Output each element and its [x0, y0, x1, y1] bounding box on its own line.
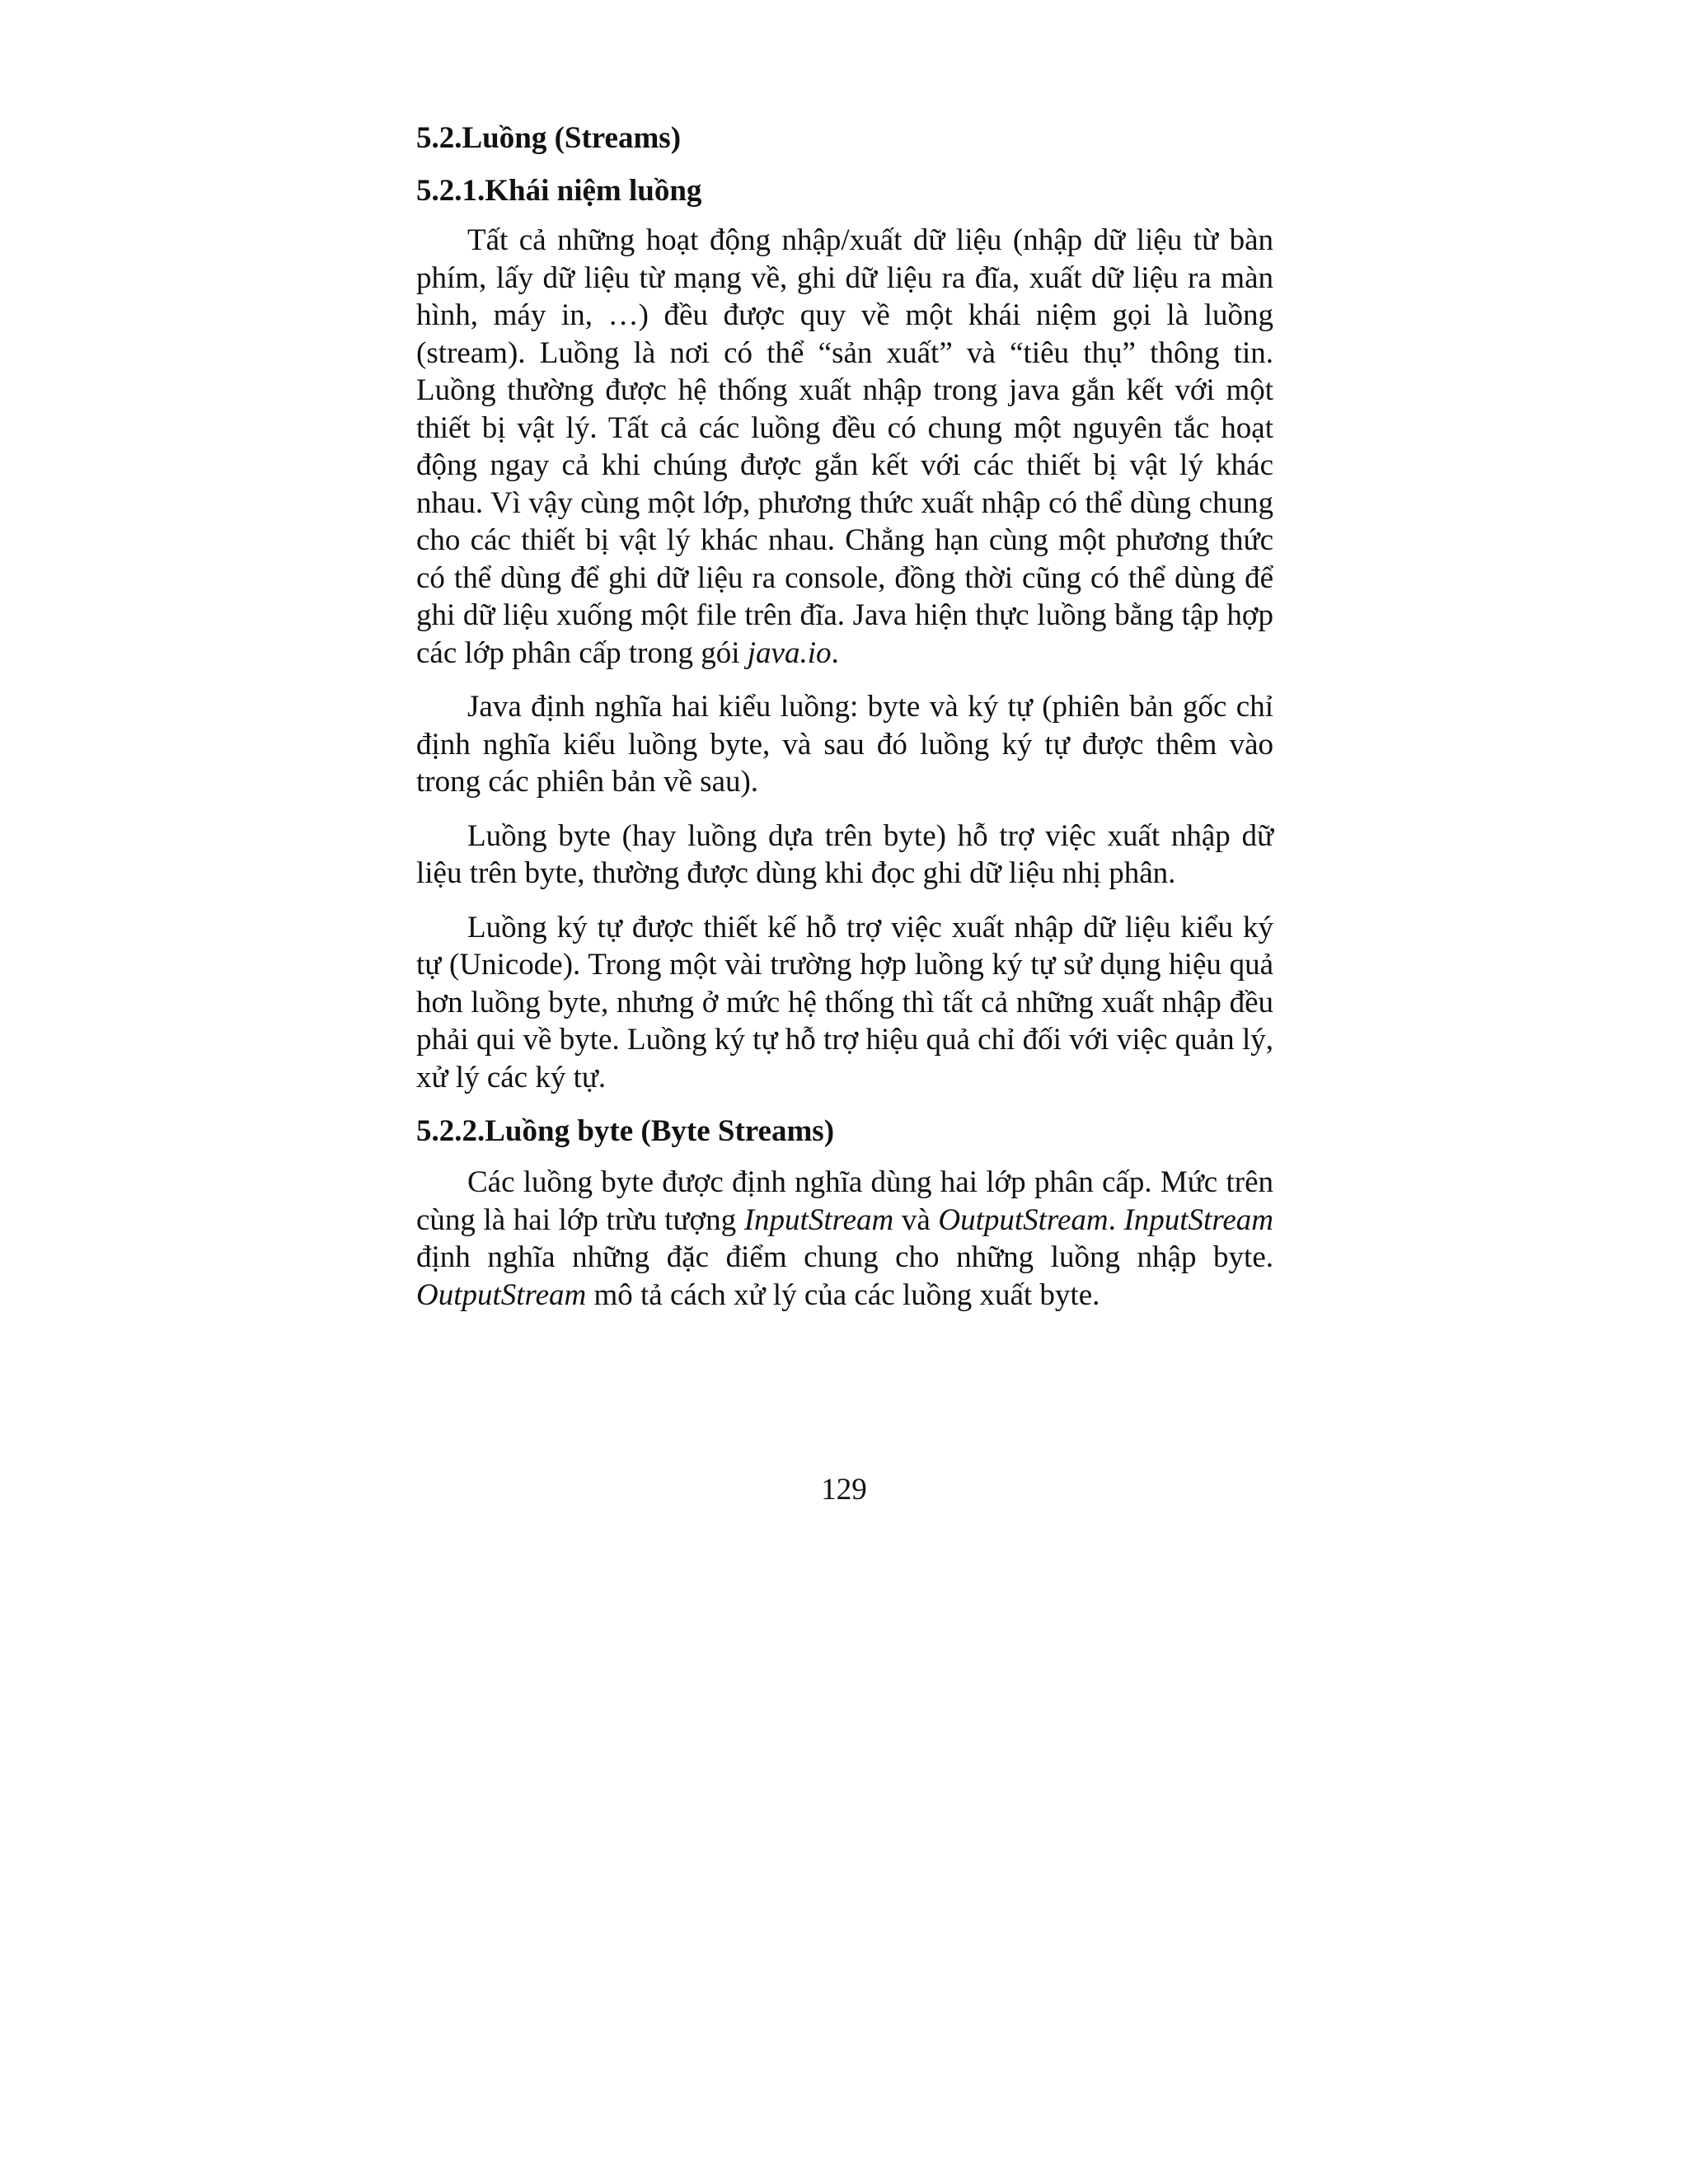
- class-name-outputstream: OutputStream: [938, 1202, 1109, 1237]
- text-part: .: [1108, 1202, 1124, 1237]
- page-content: [416, 111, 1273, 1330]
- package-name: java.io: [747, 635, 832, 670]
- subsection-heading-1: 5.2.1.Khái niệm luồng: [416, 174, 702, 208]
- text-part: định nghĩa những đặc điểm chung cho những luồng nhập byte.: [416, 1240, 1273, 1274]
- text-part: mô tả cách xử lý của các luồng xuất byte.: [586, 1277, 1100, 1312]
- section-heading: 5.2.Luồng (Streams): [416, 121, 682, 155]
- subsection-heading-2: 5.2.2.Luồng byte (Byte Streams): [416, 1114, 835, 1148]
- class-name-inputstream: InputStream: [743, 1202, 894, 1237]
- page-number: 129: [821, 1473, 867, 1507]
- text-part: và: [893, 1202, 939, 1237]
- paragraph-stream-types: Java định nghĩa hai kiểu luồng: byte và ký tự (phiên bản gốc chỉ định nghĩa kiểu luồng byte, và sau đó luồng ký tự được thêm vào trong các phiên bản về sau).: [416, 690, 1273, 799]
- class-name-inputstream: InputStream: [1123, 1202, 1274, 1237]
- class-name-outputstream: OutputStream: [416, 1277, 587, 1312]
- paragraph-stream-concept: [416, 222, 1273, 672]
- text-part: Các luồng byte được định nghĩa dùng hai lớp phân cấp. Mức trên cùng là hai lớp trừu tượng: [416, 1165, 1273, 1237]
- paragraph-text: Tất cả những hoạt động nhập/xuất dữ liệu (nhập dữ liệu từ bàn phím, lấy dữ liệu từ mạng về, ghi dữ liệu ra đĩa, xuất dữ liệu ra màn hình, máy in, …) đều được quy về một khái niệm gọi là luồng (stream). Luồng là nơi có thể “sản xuất” và “tiêu thụ” thông tin. Luồng thường được hệ thống xuất nhập trong java gắn kết với một thiết bị vật lý. Tất cả các luồng đều có chung một nguyên tắc hoạt động ngay cả khi chúng được gắn kết với các thiết bị vật lý khác nhau. Vì vậy cùng một lớp, phương thức xuất nhập có thể dùng chung cho các thiết bị vật lý khác nhau. Chẳng hạn cùng một phương thức có thể dùng để ghi dữ liệu ra console, đồng thời cũng có thể dùng để ghi dữ liệu xuống một file trên đĩa. Java hiện thực luồng bằng tập hợp các lớp phân cấp trong gói: [416, 223, 1273, 670]
- paragraph-byte-streams-classes: [416, 1164, 1273, 1314]
- paragraph-end: .: [831, 635, 839, 670]
- paragraph-char-stream: Luồng ký tự được thiết kế hỗ trợ việc xuất nhập dữ liệu kiểu ký tự (Unicode). Trong một vài trường hợp luồng ký tự sử dụng hiệu quả hơn luồng byte, nhưng ở mức hệ thống thì tất cả những xuất nhập đều phải qui về byte. Luồng ký tự hỗ trợ hiệu quả chỉ đối với việc quản lý, xử lý các ký tự.: [416, 910, 1273, 1094]
- paragraph-byte-stream: Luồng byte (hay luồng dựa trên byte) hỗ trợ việc xuất nhập dữ liệu trên byte, thường được dùng khi đọc ghi dữ liệu nhị phân.: [416, 818, 1273, 890]
